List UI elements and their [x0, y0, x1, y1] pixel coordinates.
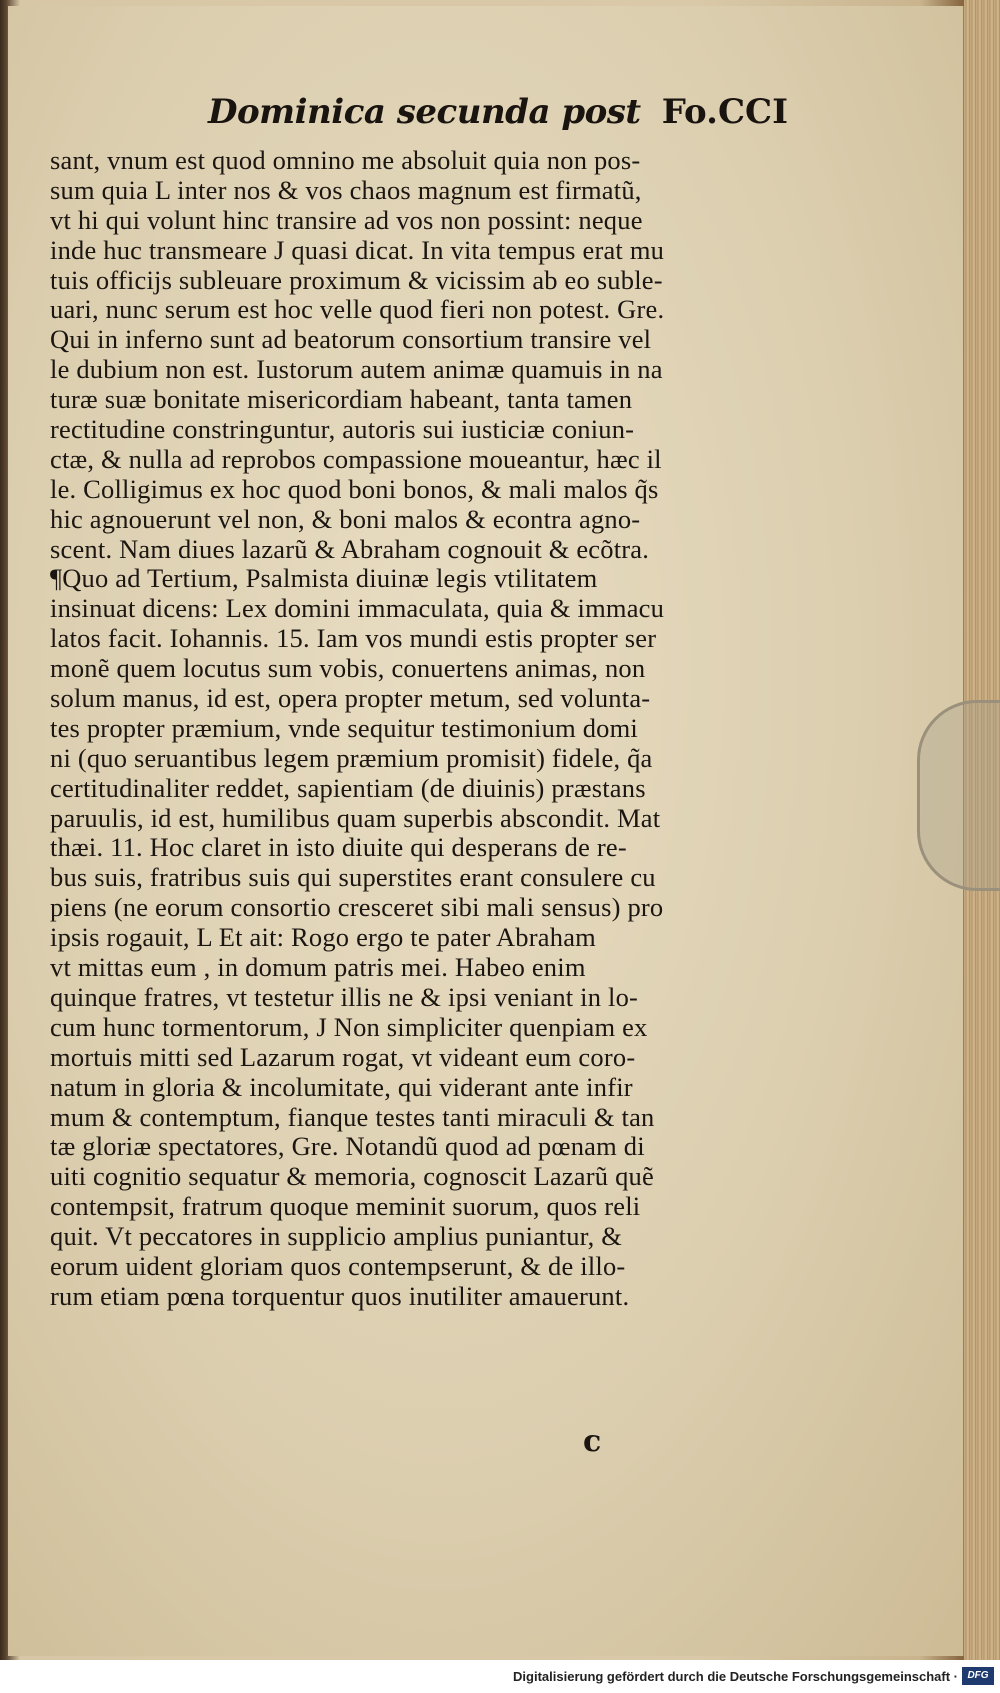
- text-line: thæi. 11. Hoc claret in isto diuite qui desperans de re-: [50, 833, 627, 863]
- text-line: scent. Nam diues lazarũ & Abraham cognouit & ecõtra.: [50, 534, 650, 564]
- text-line: tuis officijs subleuare proximum & vicissim ab eo suble-: [50, 265, 663, 295]
- dfg-logo: DFG: [962, 1667, 994, 1685]
- text-line: paruulis, id est, humilibus quam superbis abscondit. Mat: [50, 803, 661, 833]
- text-line: piens (ne eorum consortio cresceret sibi mali sensus) pro: [50, 893, 664, 923]
- text-line: Qui in inferno sunt ad beatorum consortium transire vel: [50, 325, 652, 355]
- text-line: mortuis mitti sed Lazarum rogat, vt videant eum coro-: [50, 1042, 636, 1072]
- folio-number: Fo.CCI: [661, 92, 788, 132]
- running-title: Dominica secunda post: [208, 92, 641, 132]
- text-line: ctæ, & nulla ad reprobos compassione moueantur, hæc il: [50, 444, 662, 474]
- book-page: [8, 6, 965, 1656]
- text-line: quit. Vt peccatores in supplicio amplius puniantur, &: [50, 1222, 623, 1252]
- funding-credit: Digitalisierung gefördert durch die Deutsche Forschungsgemeinschaft ·: [513, 1669, 958, 1684]
- text-line: inde huc transmeare J quasi dicat. In vita tempus erat mu: [50, 235, 665, 265]
- signature-mark: c: [583, 1424, 602, 1459]
- text-line: uiti cognitio sequatur & memoria, cognoscit Lazarũ quẽ: [50, 1162, 654, 1192]
- text-line: vt hi qui volunt hinc transire ad vos non possint: neque: [50, 205, 643, 235]
- text-line: vt mittas eum , in domum patris mei. Habeo enim: [50, 953, 586, 983]
- text-line: mum & contemptum, fianque testes tanti miraculi & tan: [50, 1102, 655, 1132]
- book-clasp: [917, 700, 1000, 891]
- text-line: tæ gloriæ spectatores, Gre. Notandũ quod ad pœnam di: [50, 1132, 645, 1162]
- text-line: monẽ quem locutus sum vobis, conuertens animas, non: [50, 654, 646, 684]
- footer-bar: [0, 1660, 1000, 1693]
- text-line: certitudinaliter reddet, sapientiam (de diuinis) præstans: [50, 773, 646, 803]
- text-line: hic agnouerunt vel non, & boni malos & econtra agno-: [50, 504, 641, 534]
- text-line: uari, nunc serum est hoc velle quod fieri non potest. Gre.: [50, 295, 665, 325]
- text-line: le dubium non est. Iustorum autem animæ quamuis in na: [50, 355, 663, 385]
- text-line: ipsis rogauit, L Et ait: Rogo ergo te pater Abraham: [50, 923, 596, 953]
- text-line: ni (quo seruantibus legem præmium promisit) fidele, q̃a: [50, 743, 653, 773]
- text-line: solum manus, id est, opera propter metum, sed volunta-: [50, 684, 651, 714]
- text-line: latos facit. Iohannis. 15. Iam vos mundi estis propter ser: [50, 624, 657, 654]
- text-line: ¶Quo ad Tertium, Psalmista diuinæ legis vtilitatem: [50, 564, 598, 594]
- text-line: cum hunc tormentorum, J Non simpliciter quenpiam ex: [50, 1012, 648, 1042]
- text-line: sant, vnum est quod omnino me absoluit quia non pos-: [50, 146, 641, 175]
- text-line: sum quia L inter nos & vos chaos magnum est firmatũ,: [50, 175, 642, 205]
- text-line: quinque fratres, vt testetur illis ne & ipsi veniant in lo-: [50, 982, 639, 1012]
- text-line: rum etiam pœna torquentur quos inutiliter amauerunt.: [50, 1281, 630, 1311]
- text-line: natum in gloria & incolumitate, qui viderant ante infir: [50, 1072, 633, 1102]
- text-line: insinuat dicens: Lex domini immaculata, quia & immacu: [50, 594, 665, 624]
- text-line: contempsit, fratrum quoque meminit suorum, quos reli: [50, 1192, 641, 1222]
- body-text: [50, 146, 762, 1312]
- text-line: le. Colligimus ex hoc quod boni bonos, & mali malos q̃s: [50, 474, 659, 504]
- page-header: [208, 92, 788, 142]
- text-line: bus suis, fratribus suis qui superstites erant consulere cu: [50, 863, 656, 893]
- text-line: turæ suæ bonitate misericordiam habeant, tanta tamen: [50, 385, 633, 415]
- text-line: tes propter præmium, vnde sequitur testimonium domi: [50, 713, 638, 743]
- text-line: rectitudine constringuntur, autoris sui iusticiæ coniun-: [50, 415, 635, 445]
- text-line: eorum uident gloriam quos contempserunt, & de illo-: [50, 1251, 626, 1281]
